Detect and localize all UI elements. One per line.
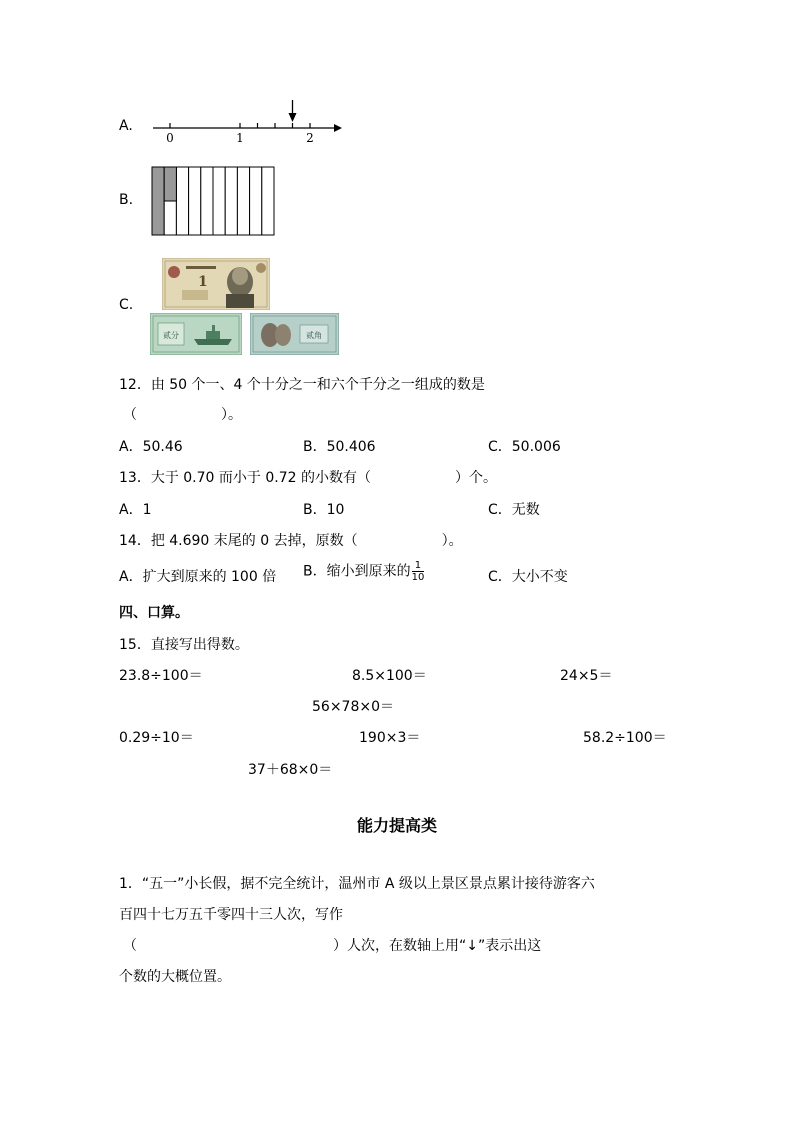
- grid-column: [152, 167, 164, 235]
- advanced-q1-line4: 个数的大概位置。: [119, 969, 231, 985]
- fraction-denominator: 10: [411, 572, 425, 583]
- advanced-section-title: 能力提高类: [356, 816, 437, 835]
- section-4-title: 四、口算。: [119, 605, 189, 621]
- q12-option-c: C．50.006: [488, 439, 561, 455]
- number-line-label: 2: [306, 131, 314, 145]
- two-jiao-label: 贰角: [306, 331, 322, 340]
- fraction-numerator: 1: [412, 560, 425, 572]
- q14-option-c: C．大小不变: [488, 569, 568, 585]
- grid-column: [225, 167, 237, 235]
- down-arrow-head: [289, 113, 297, 122]
- option-c-label: C.: [119, 297, 134, 313]
- q15-stem: 15．直接写出得数。: [119, 637, 249, 653]
- grid-column: [201, 167, 213, 235]
- two-fen-banknote: [150, 313, 242, 355]
- q13-option-c: C．无数: [488, 502, 540, 518]
- one-yuan-banknote: [162, 258, 270, 310]
- advanced-q1-line1: 1．“五一”小长假，据不完全统计，温州市 A 级以上景区景点累计接待游客六: [119, 876, 595, 892]
- q12-option-a: A．50.46: [119, 439, 183, 455]
- grid-column: [262, 167, 274, 235]
- fraction-grid: [151, 166, 275, 236]
- q13-option-a: A．1: [119, 502, 152, 518]
- grid-column: [213, 167, 225, 235]
- grid-column: [250, 167, 262, 235]
- grid-column: [176, 167, 188, 235]
- q12-option-b: B．50.406: [303, 439, 376, 455]
- two-fen-label: 贰分: [163, 331, 179, 340]
- option-b-label: B.: [119, 192, 134, 208]
- calc-item: 0.29÷10＝: [119, 730, 194, 746]
- ship-icon: [194, 339, 232, 345]
- grid-half-cell: [164, 167, 176, 201]
- calc-item: 56×78×0＝: [312, 699, 394, 715]
- number-line-ticks: [170, 123, 310, 128]
- grid-column: [189, 167, 201, 235]
- q14-option-b: [303, 560, 424, 583]
- calc-item: 24×5＝: [560, 668, 613, 684]
- calc-item: 23.8÷100＝: [119, 668, 203, 684]
- number-line-label: 0: [166, 131, 174, 145]
- number-line: [150, 98, 350, 148]
- q14-option-b-prefix: B．缩小到原来的: [303, 563, 411, 580]
- note-value-1: 1: [198, 274, 208, 290]
- calc-item: 8.5×100＝: [352, 668, 427, 684]
- number-line-labels: [166, 131, 314, 145]
- calc-item: 190×3＝: [359, 730, 421, 746]
- advanced-q1-line2: 百四十七万五千零四十三人次，写作: [119, 907, 343, 923]
- calc-item: 58.2÷100＝: [583, 730, 667, 746]
- q12-stem: 12．由 50 个一、4 个十分之一和六个千分之一组成的数是: [119, 377, 485, 393]
- q13-option-b: B．10: [303, 502, 345, 518]
- option-a-label: A.: [119, 118, 133, 134]
- q12-blank: （ ）。: [123, 407, 242, 423]
- calc-item: 37＋68×0＝: [248, 762, 333, 778]
- number-line-label: 1: [236, 131, 244, 145]
- two-jiao-banknote: [250, 313, 339, 355]
- fraction-one-tenth: [412, 560, 425, 583]
- q13-stem: 13．大于 0.70 而小于 0.72 的小数有（ ）个。: [119, 470, 497, 486]
- q14-stem: 14．把 4.690 末尾的 0 去掉，原数（ ）。: [119, 533, 463, 549]
- national-emblem-icon: [168, 266, 180, 278]
- down-arrow-marker: [289, 100, 297, 122]
- grid-column: [237, 167, 249, 235]
- number-line-arrowhead: [334, 124, 342, 132]
- q14-option-a: A．扩大到原来的 100 倍: [119, 569, 277, 585]
- advanced-q1-line3: （ ）人次，在数轴上用“↓”表示出这: [123, 938, 542, 954]
